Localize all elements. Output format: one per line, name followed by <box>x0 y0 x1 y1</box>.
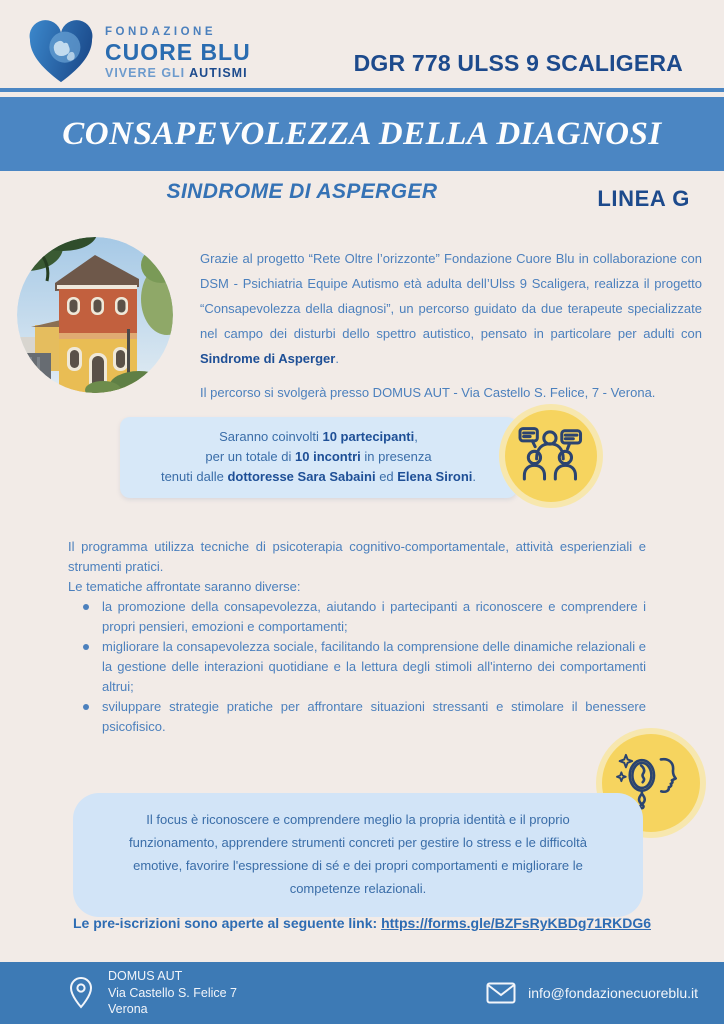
text: tenuti dalle <box>160 469 228 484</box>
program-code: DGR 778 ULSS 9 SCALIGERA <box>353 50 683 76</box>
logo-fondazione: FONDAZIONE <box>105 26 217 39</box>
logo-tagline <box>105 67 251 80</box>
program-bullets <box>68 597 646 737</box>
footer-venue: DOMUS AUT <box>108 969 183 984</box>
text: . <box>472 469 477 484</box>
text: in presenza <box>360 449 432 464</box>
text: ed <box>375 469 398 484</box>
participants-line-2 <box>126 447 511 467</box>
location-pin-icon <box>68 976 94 1010</box>
venue-line: Il percorso si svolgerà presso DOMUS AUT - Via Castello S. Felice, 7 - Verona. <box>200 385 656 400</box>
heart-icon <box>26 20 96 86</box>
footer-city: Verona <box>108 1002 148 1017</box>
logo-text <box>105 26 251 79</box>
footer-address-block <box>68 968 237 1018</box>
registration-link[interactable]: https://forms.gle/BZFsRyKBDg71RKDG6 <box>381 915 651 931</box>
text: , <box>414 429 418 444</box>
bold-text: 10 incontri <box>295 449 361 464</box>
participants-box <box>120 417 517 498</box>
intro-paragraph-period: . <box>335 351 339 366</box>
program-intro: Il programma utilizza tecniche di psicoterapia cognitivo-comportamentale, attività esperienziali e strumenti pratici. <box>68 539 646 574</box>
logo-cuore-blu: CUORE BLU <box>105 39 251 66</box>
subtitle: SINDROME DI ASPERGER <box>166 180 438 203</box>
page-title: CONSAPEVOLEZZA DELLA DIAGNOSI <box>62 115 662 152</box>
intro-text <box>200 246 702 418</box>
focus-box: Il focus è riconoscere e comprendere meglio la propria identità e il proprio funzionamento, apprendere strumenti concreti per gestire lo stress e le difficoltà emotive, favorire l'espressione di sé e dei propri comportamenti e migliorare le competenze relazionali. <box>73 793 643 917</box>
program-section <box>68 537 646 737</box>
bold-text: Elena Sironi <box>397 469 473 484</box>
footer-address-text <box>108 968 237 1018</box>
footer-email: info@fondazionecuoreblu.it <box>528 985 698 1001</box>
intro-paragraph <box>200 246 702 371</box>
logo-tagline-bold: AUTISMI <box>189 65 248 80</box>
registration-line <box>0 915 724 931</box>
intro-paragraph-bold: Sindrome di Asperger <box>200 351 336 366</box>
building-photo <box>17 237 173 393</box>
line-label: LINEA G <box>597 186 690 211</box>
registration-label: Le pre-iscrizioni sono aperte al seguente link: <box>73 915 382 931</box>
footer <box>0 962 724 1024</box>
logo <box>26 20 251 86</box>
footer-email-block <box>486 982 698 1004</box>
bullet-item: la promozione della consapevolezza, aiutando i partecipanti a riconoscere e comprendere i propri pensieri, emozioni e comportamenti; <box>68 597 646 637</box>
envelope-icon <box>486 982 516 1004</box>
text: Saranno coinvolti <box>219 429 323 444</box>
intro-paragraph-text: Grazie al progetto “Rete Oltre l’orizzonte” Fondazione Cuore Blu in collaborazione con DSM - Psichiatria Equipe Autismo età adulta dell’Ulss 9 Scaligera, realizza il progetto “Consapevolezza della diagnosi”, un percorso guidato da due terapeute specializzate nel campo dei disturbi dello spettro autistico, pensato in particolare per adulti con <box>200 251 702 341</box>
text: per un totale di <box>205 449 296 464</box>
bullet-item: sviluppare strategie pratiche per affrontare situazioni stressanti e stimolare il benessere psicofisico. <box>68 697 646 737</box>
participants-line-1 <box>126 427 511 447</box>
top-accent-strip <box>0 88 724 92</box>
title-banner <box>0 97 724 171</box>
bold-text: dottoresse Sara Sabaini <box>227 469 376 484</box>
participants-line-3 <box>126 467 511 487</box>
footer-street: Via Castello S. Felice 7 <box>108 985 237 1000</box>
bold-text: 10 partecipanti <box>322 429 415 444</box>
program-topics-lead: Le tematiche affrontate saranno diverse: <box>68 579 301 594</box>
logo-tagline-light: VIVERE GLI <box>105 65 186 80</box>
group-discussion-icon <box>505 410 597 502</box>
bullet-item: migliorare la consapevolezza sociale, facilitando la comprensione delle dinamiche relazionali e la gestione delle interazioni quotidiane e la lettura degli stimoli all'interno dei comportamenti altrui; <box>68 637 646 697</box>
